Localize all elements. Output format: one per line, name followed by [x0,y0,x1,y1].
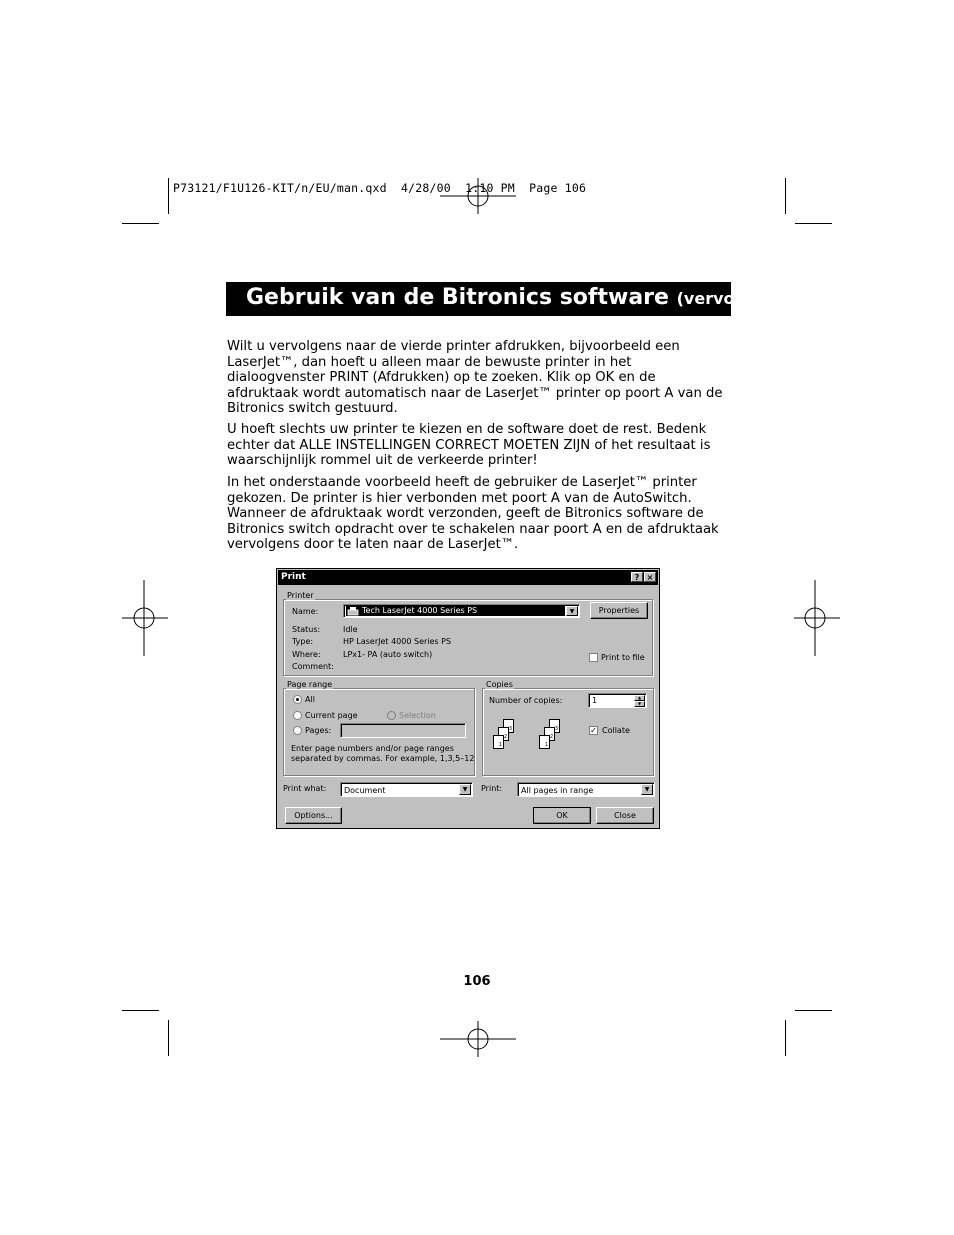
all-radio[interactable] [293,695,302,704]
crop-mark-tl-h [122,223,159,224]
spin-up-icon[interactable]: ▲ [634,695,645,701]
help-button[interactable]: ? [631,572,643,582]
section-title-bar [226,282,759,316]
printer-name-select[interactable] [343,604,580,618]
chevron-down-icon[interactable]: ▼ [641,784,653,795]
page-number: 106 [463,974,491,989]
print-dialog: Print ? × Printer Name: Tech LaserJet 4000 Series PS ▼ Properties Status: Idle Type: HP LaserJet 4000 Series PS Where: LPx1- PA (auto switch) Comment: Print to file Page range All Current page Selection Pages: Enter page numbers and/or page ranges separated by commas. For example, 1,3,5–12 Copies Number of copies: 1 ▲ ▼ 3 2 1 3 2 1 ✓ Collate Print what: Document ▼ Print: All pages in range ▼ Options... OK Close [276,568,660,829]
registration-mark-icon [122,580,168,656]
current-page-label: Current page [305,711,358,720]
ok-button[interactable]: OK [533,807,591,824]
print-label: Print: [481,784,503,793]
where-value: LPx1- PA (auto switch) [343,650,433,659]
print-what-select[interactable] [340,782,473,797]
copies-value: 1 [592,696,598,705]
status-label: Status: [292,625,321,634]
registration-mark-icon [440,1021,516,1057]
registration-mark-icon [440,178,516,214]
type-label: Type: [292,637,314,646]
pages-label: Pages: [305,726,332,735]
selection-label: Selection [399,711,436,720]
print-to-file-checkbox[interactable] [589,653,598,662]
where-label: Where: [292,650,321,659]
number-of-copies-label: Number of copies: [489,696,563,705]
chevron-down-icon[interactable]: ▼ [459,784,471,795]
section-title-sub: (vervolg) [676,289,759,308]
dialog-titlebar [278,570,658,585]
page-range-hint-2: separated by commas. For example, 1,3,5–12 [291,754,475,763]
page-range-label: Page range [287,680,333,689]
print-value: All pages in range [521,786,594,795]
status-value: Idle [343,625,358,634]
collate-label: Collate [602,726,630,735]
paragraph-3: In het onderstaande voorbeeld heeft de gebruiker de LaserJet™ printer gekozen. De printer is hier verbonden met poort A van de AutoSwitch. Wanneer de afdruktaak wordt verzonden, geeft de Bitronics software de Bitronics switch opdracht over te schakelen naar poort A en de afdruktaak vervolgens door te laten naar de LaserJet™. [227,475,719,553]
pages-input[interactable] [340,723,466,738]
registration-mark-icon [794,580,840,656]
page-range-hint-1: Enter page numbers and/or page ranges [291,744,454,753]
print-to-file-label: Print to file [601,653,645,662]
crop-mark-bl-v [168,1020,169,1056]
file-slug: P73121/F1U126-KIT/n/EU/man.qxd 4/28/00 1:10 PM Page 106 [173,181,587,195]
section-title [246,285,759,310]
crop-mark-br-v [785,1020,786,1056]
crop-mark-br-h [795,1010,832,1011]
copies-spinner[interactable] [588,693,647,708]
crop-mark-bl-h [122,1010,159,1011]
crop-mark-tl-v [168,178,169,214]
printer-group-label: Printer [287,591,314,600]
properties-button[interactable]: Properties [590,602,648,619]
comment-label: Comment: [292,662,334,671]
selection-radio[interactable] [387,711,396,720]
section-title-main: Gebruik van de Bitronics software [246,285,669,310]
collate-checkbox[interactable]: ✓ [590,726,597,735]
paragraph-1: Wilt u vervolgens naar de vierde printer afdrukken, bijvoorbeeld een LaserJet™, dan hoeft u alleen maar de bewuste printer in het dialoogvenster PRINT (Afdrukken) op te zoeken. Klik op OK en de afdruktaak wordt automatisch naar de LaserJet™ printer op poort A van de Bitronics switch gestuurd. [227,339,723,417]
close-button[interactable]: Close [596,807,654,824]
printer-name-value: Tech LaserJet 4000 Series PS [346,606,565,616]
pages-radio[interactable] [293,726,302,735]
name-label: Name: [292,607,319,616]
chevron-down-icon[interactable]: ▼ [566,606,578,616]
current-page-radio[interactable] [293,711,302,720]
type-value: HP LaserJet 4000 Series PS [343,637,452,646]
close-icon[interactable]: × [644,572,656,582]
crop-mark-tr-v [785,178,786,214]
all-label: All [305,695,315,704]
print-what-label: Print what: [283,784,327,793]
print-select[interactable] [517,782,655,797]
copies-label: Copies [486,680,513,689]
crop-mark-tr-h [795,223,832,224]
spin-down-icon[interactable]: ▼ [634,701,645,707]
options-button[interactable]: Options... [285,807,342,824]
print-what-value: Document [344,786,386,795]
printer-icon [347,606,359,616]
dialog-title: Print [281,572,306,582]
paragraph-2: U hoeft slechts uw printer te kiezen en de software doet de rest. Bedenk echter dat ALLE INSTELLINGEN CORRECT MOETEN ZIJN of het resultaat is waarschijnlijk rommel uit de verkeerde printer! [227,422,711,469]
